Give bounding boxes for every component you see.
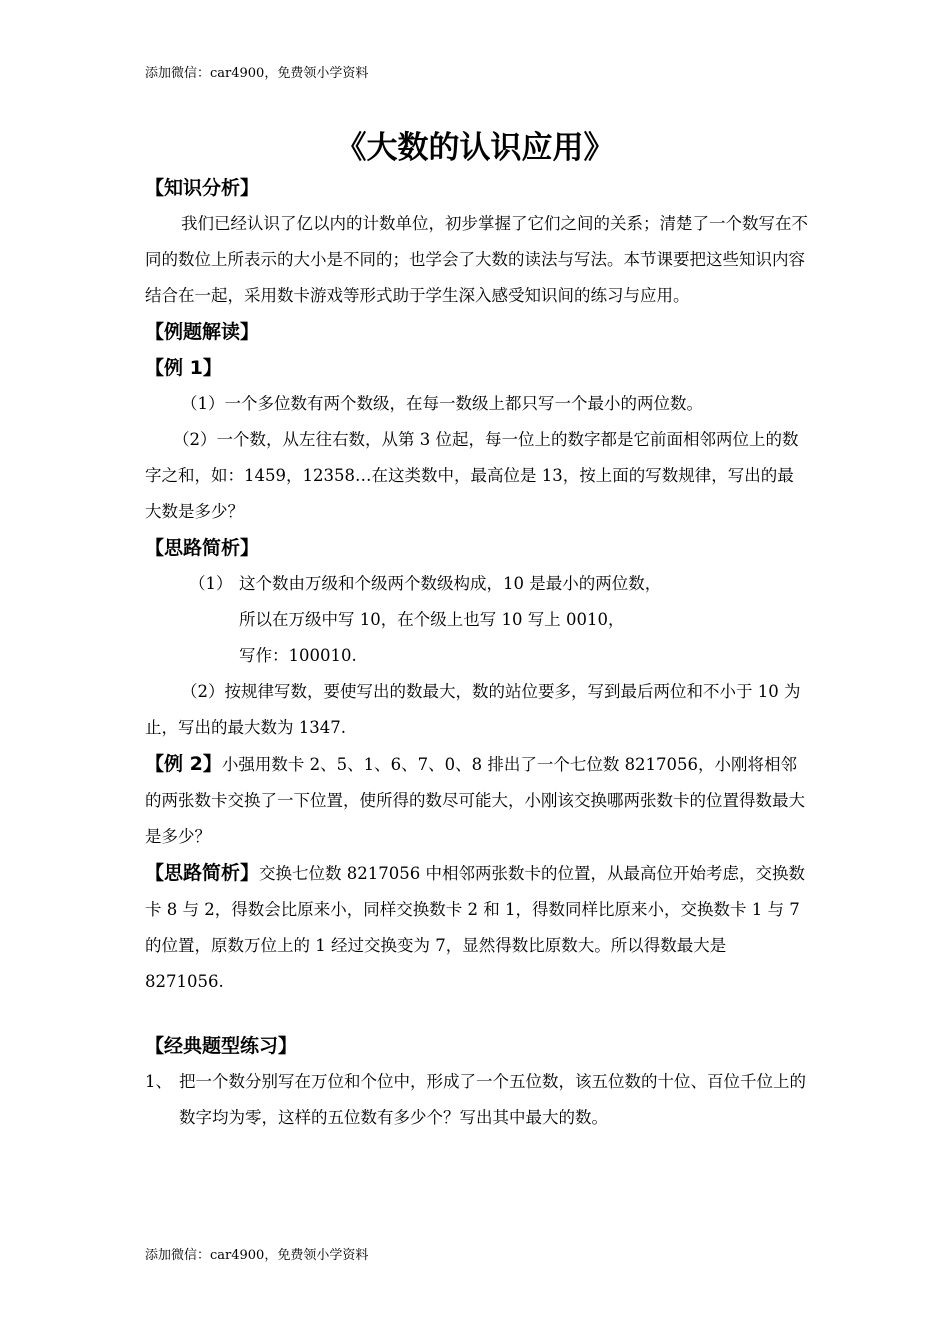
example2-analysis-heading: 【思路简析】 bbox=[145, 862, 260, 884]
practice-item-number: 1、 bbox=[145, 1072, 172, 1091]
content bbox=[145, 170, 810, 1136]
knowledge-heading: 【知识分析】 bbox=[145, 177, 260, 199]
knowledge-text: 我们已经认识了亿以内的计数单位，初步掌握了它们之间的关系；清楚了一个数写在不同的数位上所表示的大小是不同的；也学会了大数的读法与写法。本节课要把这些知识内容结合在一起，采用数卡游戏等形式助于学生深入感受知识间的练习与应用。 bbox=[145, 214, 808, 305]
practice-item bbox=[145, 1064, 810, 1136]
example2-question: 小强用数卡 2、5、1、6、7、0、8 排出了一个七位数 8217056，小刚将相邻的两张数卡交换了一下位置，使所得的数尽可能大，小刚该交换哪两张数卡的位置得数最大是多少？ bbox=[145, 755, 805, 846]
example2-block bbox=[145, 746, 810, 855]
example1-answer1-line: 写作：100010. bbox=[239, 646, 357, 665]
practice-item-text: 把一个数分别写在万位和个位中，形成了一个五位数，该五位数的十位、百位千位上的数字均为零，这样的五位数有多少个？写出其中最大的数。 bbox=[179, 1072, 806, 1127]
footer-note: 添加微信：car4900，免费领小学资料 bbox=[145, 1248, 369, 1263]
page-title: 《大数的认识应用》 bbox=[335, 130, 615, 166]
example1-question1: （1）一个多位数有两个数级，在每一数级上都只写一个最小的两位数。 bbox=[181, 394, 703, 413]
example2-heading: 【例 2】 bbox=[145, 753, 222, 775]
example1-answer1-number: （1） bbox=[189, 574, 233, 593]
example1-analysis-heading: 【思路简析】 bbox=[145, 537, 260, 559]
examples-heading: 【例题解读】 bbox=[145, 321, 260, 343]
header-note: 添加微信：car4900，免费领小学资料 bbox=[145, 66, 369, 81]
example1-heading: 【例 1】 bbox=[145, 357, 222, 379]
practice-heading: 【经典题型练习】 bbox=[145, 1035, 298, 1057]
example1-answer1 bbox=[189, 566, 810, 674]
example1-question2: （2）一个数，从左往右数，从第 3 位起，每一位上的数字都是它前面相邻两位上的数字之和，如：1459，12358…在这类数中，最高位是 13，按上面的写数规律，写出的最大数是多少？ bbox=[145, 430, 799, 521]
example1-answer1-line: 所以在万级中写 10，在个级上也写 10 写上 0010， bbox=[239, 610, 625, 629]
spacer bbox=[145, 1000, 810, 1028]
example1-answer1-line: 这个数由万级和个级两个数级构成，10 是最小的两位数， bbox=[239, 574, 662, 593]
example2-analysis-block bbox=[145, 855, 810, 1000]
example1-answer2: （2）按规律写数，要使写出的数最大，数的站位要多，写到最后两位和不小于 10 为止，写出的最大数为 1347. bbox=[145, 682, 801, 737]
example2-analysis: 交换七位数 8217056 中相邻两张数卡的位置，从最高位开始考虑，交换数卡 8 与 2，得数会比原来小，同样交换数卡 2 和 1，得数同样比原来小，交换数卡 1 与 7 的位置，原数万位上的 1 经过交换变为 7，显然得数比原数大。所以得数最大是 8271056. bbox=[145, 864, 805, 991]
example1-answer1-body bbox=[239, 566, 661, 674]
